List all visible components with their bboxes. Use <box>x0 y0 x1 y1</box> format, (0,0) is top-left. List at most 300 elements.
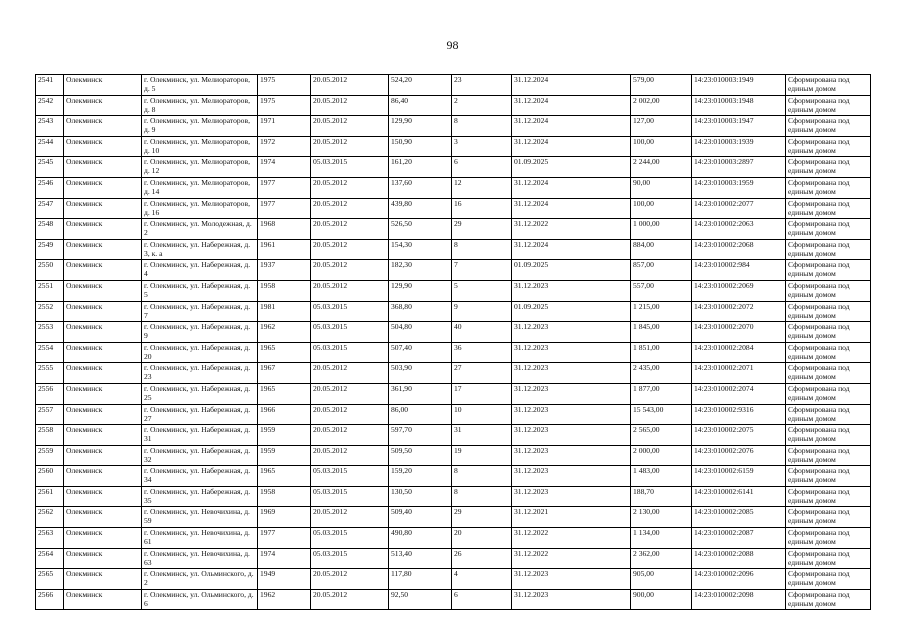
cell-residents: 8 <box>452 116 512 137</box>
cell-residents: 8 <box>452 239 512 260</box>
cell-municipality: Олекминск <box>64 136 142 157</box>
table-row <box>36 404 871 425</box>
cell-deadline: 31.12.2024 <box>512 136 631 157</box>
table-row <box>36 116 871 137</box>
cell-deadline: 31.12.2023 <box>512 342 631 363</box>
cell-status: Сформирована под единым домом <box>786 383 871 404</box>
cell-status: Сформирована под единым домом <box>786 445 871 466</box>
cell-deadline: 31.12.2023 <box>512 363 631 384</box>
cell-year-built: 1961 <box>258 239 311 260</box>
cell-residents: 8 <box>452 486 512 507</box>
table-row <box>36 507 871 528</box>
cell-municipality: Олекминск <box>64 486 142 507</box>
cell-residents: 23 <box>452 75 512 96</box>
cell-municipality: Олекминск <box>64 239 142 260</box>
cell-municipality: Олекминск <box>64 116 142 137</box>
cell-cadastral-number: 14:23:010002:984 <box>692 260 786 281</box>
cell-year-built: 1975 <box>258 95 311 116</box>
cell-cadastral-number: 14:23:010002:2071 <box>692 363 786 384</box>
cell-area: 524,20 <box>389 75 452 96</box>
cell-date: 05.03.2015 <box>311 466 389 487</box>
cell-address: г. Олекминск, ул. Набережная, д. 23 <box>142 363 258 384</box>
cell-date: 05.03.2015 <box>311 157 389 178</box>
cell-cadastral-number: 14:23:010002:2087 <box>692 528 786 549</box>
cell-year-built: 1977 <box>258 198 311 219</box>
cell-status: Сформирована под единым домом <box>786 75 871 96</box>
cell-status: Сформирована под единым домом <box>786 548 871 569</box>
cell-address: г. Олекминск, ул. Ольминского, д. 2 <box>142 569 258 590</box>
cell-status: Сформирована под единым домом <box>786 219 871 240</box>
cell-area: 439,80 <box>389 198 452 219</box>
cell-deadline: 31.12.2024 <box>512 75 631 96</box>
cell-cadastral-number: 14:23:010002:2076 <box>692 445 786 466</box>
cell-number: 2562 <box>36 507 64 528</box>
cell-status: Сформирована под единым домом <box>786 589 871 610</box>
cell-cadastral-number: 14:23:010002:9316 <box>692 404 786 425</box>
cell-area: 137,60 <box>389 177 452 198</box>
cell-status: Сформирована под единым домом <box>786 322 871 343</box>
cell-status: Сформирована под единым домом <box>786 486 871 507</box>
cell-municipality: Олекминск <box>64 75 142 96</box>
cell-status: Сформирована под единым домом <box>786 507 871 528</box>
cell-area: 161,20 <box>389 157 452 178</box>
page-number: 98 <box>446 38 459 52</box>
cell-year-built: 1977 <box>258 177 311 198</box>
cell-residents: 6 <box>452 157 512 178</box>
cell-municipality: Олекминск <box>64 157 142 178</box>
cell-municipality: Олекминск <box>64 280 142 301</box>
cell-cost: 2 244,00 <box>631 157 692 178</box>
table-row <box>36 383 871 404</box>
cell-number: 2563 <box>36 528 64 549</box>
cell-cost: 557,00 <box>631 280 692 301</box>
cell-cost: 905,00 <box>631 569 692 590</box>
cell-number: 2559 <box>36 445 64 466</box>
cell-residents: 17 <box>452 383 512 404</box>
cell-year-built: 1971 <box>258 116 311 137</box>
cell-municipality: Олекминск <box>64 589 142 610</box>
cell-number: 2564 <box>36 548 64 569</box>
cell-number: 2543 <box>36 116 64 137</box>
table-row <box>36 363 871 384</box>
cell-deadline: 31.12.2024 <box>512 177 631 198</box>
cell-address: г. Олекминск, ул. Мелиораторов, д. 9 <box>142 116 258 137</box>
cell-municipality: Олекминск <box>64 219 142 240</box>
cell-number: 2547 <box>36 198 64 219</box>
cell-cadastral-number: 14:23:010003:1959 <box>692 177 786 198</box>
cell-area: 503,90 <box>389 363 452 384</box>
cell-municipality: Олекминск <box>64 445 142 466</box>
table-row <box>36 280 871 301</box>
cell-deadline: 31.12.2023 <box>512 383 631 404</box>
cell-cadastral-number: 14:23:010003:1947 <box>692 116 786 137</box>
cell-cadastral-number: 14:23:010003:1949 <box>692 75 786 96</box>
table-row <box>36 219 871 240</box>
cell-area: 150,90 <box>389 136 452 157</box>
cell-year-built: 1959 <box>258 425 311 446</box>
cell-date: 05.03.2015 <box>311 486 389 507</box>
cell-residents: 27 <box>452 363 512 384</box>
cell-date: 20.05.2012 <box>311 404 389 425</box>
cell-deadline: 01.09.2025 <box>512 301 631 322</box>
cell-municipality: Олекминск <box>64 507 142 528</box>
cell-municipality: Олекминск <box>64 260 142 281</box>
table-row <box>36 589 871 610</box>
cell-cadastral-number: 14:23:010002:2098 <box>692 589 786 610</box>
cell-deadline: 31.12.2024 <box>512 116 631 137</box>
cell-date: 20.05.2012 <box>311 219 389 240</box>
cell-cadastral-number: 14:23:010002:2084 <box>692 342 786 363</box>
cell-deadline: 31.12.2023 <box>512 486 631 507</box>
cell-residents: 40 <box>452 322 512 343</box>
cell-status: Сформирована под единым домом <box>786 569 871 590</box>
cell-cadastral-number: 14:23:010003:1939 <box>692 136 786 157</box>
cell-area: 154,30 <box>389 239 452 260</box>
cell-cadastral-number: 14:23:010002:2070 <box>692 322 786 343</box>
housing-registry-table <box>35 74 871 610</box>
cell-date: 20.05.2012 <box>311 383 389 404</box>
cell-cadastral-number: 14:23:010003:2897 <box>692 157 786 178</box>
cell-number: 2555 <box>36 363 64 384</box>
cell-area: 159,20 <box>389 466 452 487</box>
cell-date: 20.05.2012 <box>311 239 389 260</box>
table-row <box>36 198 871 219</box>
table-row <box>36 569 871 590</box>
cell-date: 20.05.2012 <box>311 95 389 116</box>
cell-residents: 36 <box>452 342 512 363</box>
cell-number: 2545 <box>36 157 64 178</box>
cell-address: г. Олекминск, ул. Набережная, д. 4 <box>142 260 258 281</box>
cell-cost: 90,00 <box>631 177 692 198</box>
cell-deadline: 01.09.2025 <box>512 260 631 281</box>
cell-number: 2542 <box>36 95 64 116</box>
cell-number: 2557 <box>36 404 64 425</box>
cell-municipality: Олекминск <box>64 548 142 569</box>
cell-residents: 2 <box>452 95 512 116</box>
cell-municipality: Олекминск <box>64 177 142 198</box>
cell-area: 513,40 <box>389 548 452 569</box>
cell-number: 2566 <box>36 589 64 610</box>
table-row <box>36 322 871 343</box>
cell-number: 2541 <box>36 75 64 96</box>
cell-residents: 31 <box>452 425 512 446</box>
cell-deadline: 31.12.2023 <box>512 322 631 343</box>
cell-address: г. Олекминск, ул. Набережная, д. 25 <box>142 383 258 404</box>
cell-status: Сформирована под единым домом <box>786 363 871 384</box>
cell-residents: 19 <box>452 445 512 466</box>
table-row <box>36 342 871 363</box>
cell-date: 20.05.2012 <box>311 198 389 219</box>
cell-year-built: 1962 <box>258 322 311 343</box>
cell-year-built: 1977 <box>258 528 311 549</box>
cell-cadastral-number: 14:23:010002:6141 <box>692 486 786 507</box>
cell-residents: 6 <box>452 589 512 610</box>
cell-area: 129,90 <box>389 116 452 137</box>
cell-date: 20.05.2012 <box>311 136 389 157</box>
cell-address: г. Олекминск, ул. Мелиораторов, д. 10 <box>142 136 258 157</box>
table-row <box>36 260 871 281</box>
cell-residents: 7 <box>452 260 512 281</box>
cell-municipality: Олекминск <box>64 198 142 219</box>
cell-status: Сформирована под единым домом <box>786 425 871 446</box>
cell-municipality: Олекминск <box>64 466 142 487</box>
cell-date: 20.05.2012 <box>311 75 389 96</box>
cell-cost: 1 000,00 <box>631 219 692 240</box>
cell-municipality: Олекминск <box>64 363 142 384</box>
cell-number: 2544 <box>36 136 64 157</box>
cell-date: 20.05.2012 <box>311 363 389 384</box>
cell-number: 2548 <box>36 219 64 240</box>
cell-status: Сформирована под единым домом <box>786 95 871 116</box>
cell-number: 2565 <box>36 569 64 590</box>
cell-area: 130,50 <box>389 486 452 507</box>
cell-cost: 2 565,00 <box>631 425 692 446</box>
cell-residents: 29 <box>452 219 512 240</box>
cell-residents: 29 <box>452 507 512 528</box>
cell-cost: 2 000,00 <box>631 445 692 466</box>
cell-cost: 1 215,00 <box>631 301 692 322</box>
cell-number: 2561 <box>36 486 64 507</box>
cell-cadastral-number: 14:23:010002:2088 <box>692 548 786 569</box>
cell-area: 182,30 <box>389 260 452 281</box>
cell-cost: 2 002,00 <box>631 95 692 116</box>
cell-address: г. Олекминск, ул. Набережная, д. 35 <box>142 486 258 507</box>
cell-year-built: 1962 <box>258 589 311 610</box>
cell-year-built: 1967 <box>258 363 311 384</box>
cell-year-built: 1969 <box>258 507 311 528</box>
cell-date: 20.05.2012 <box>311 589 389 610</box>
cell-residents: 16 <box>452 198 512 219</box>
cell-status: Сформирована под единым домом <box>786 301 871 322</box>
cell-year-built: 1958 <box>258 486 311 507</box>
cell-year-built: 1975 <box>258 75 311 96</box>
cell-municipality: Олекминск <box>64 404 142 425</box>
cell-municipality: Олекминск <box>64 95 142 116</box>
cell-year-built: 1965 <box>258 383 311 404</box>
table-row <box>36 466 871 487</box>
cell-residents: 5 <box>452 280 512 301</box>
cell-address: г. Олекминск, ул. Невочихина, д. 63 <box>142 548 258 569</box>
cell-address: г. Олекминск, ул. Набережная, д. 20 <box>142 342 258 363</box>
cell-cost: 1 134,00 <box>631 528 692 549</box>
table-row <box>36 548 871 569</box>
cell-address: г. Олекминск, ул. Мелиораторов, д. 5 <box>142 75 258 96</box>
cell-cost: 1 483,00 <box>631 466 692 487</box>
cell-status: Сформирована под единым домом <box>786 116 871 137</box>
cell-date: 20.05.2012 <box>311 116 389 137</box>
cell-deadline: 31.12.2022 <box>512 548 631 569</box>
table-row <box>36 528 871 549</box>
cell-year-built: 1965 <box>258 342 311 363</box>
table-row <box>36 301 871 322</box>
cell-number: 2556 <box>36 383 64 404</box>
cell-date: 05.03.2015 <box>311 528 389 549</box>
cell-municipality: Олекминск <box>64 425 142 446</box>
cell-deadline: 31.12.2023 <box>512 425 631 446</box>
cell-number: 2558 <box>36 425 64 446</box>
table-row <box>36 445 871 466</box>
table-row <box>36 425 871 446</box>
cell-area: 490,80 <box>389 528 452 549</box>
cell-year-built: 1972 <box>258 136 311 157</box>
cell-address: г. Олекминск, ул. Набережная, д. 31 <box>142 425 258 446</box>
cell-cadastral-number: 14:23:010002:2063 <box>692 219 786 240</box>
cell-status: Сформирована под единым домом <box>786 280 871 301</box>
cell-address: г. Олекминск, ул. Мелиораторов, д. 12 <box>142 157 258 178</box>
cell-area: 597,70 <box>389 425 452 446</box>
cell-status: Сформирована под единым домом <box>786 342 871 363</box>
cell-year-built: 1958 <box>258 280 311 301</box>
cell-municipality: Олекминск <box>64 322 142 343</box>
cell-cadastral-number: 14:23:010002:2075 <box>692 425 786 446</box>
cell-number: 2553 <box>36 322 64 343</box>
cell-year-built: 1981 <box>258 301 311 322</box>
cell-address: г. Олекминск, ул. Мелиораторов, д. 14 <box>142 177 258 198</box>
cell-address: г. Олекминск, ул. Набережная, д. 7 <box>142 301 258 322</box>
cell-area: 92,50 <box>389 589 452 610</box>
cell-area: 129,90 <box>389 280 452 301</box>
cell-residents: 12 <box>452 177 512 198</box>
cell-area: 526,50 <box>389 219 452 240</box>
cell-address: г. Олекминск, ул. Набережная, д. 5 <box>142 280 258 301</box>
cell-cost: 127,00 <box>631 116 692 137</box>
cell-status: Сформирована под единым домом <box>786 466 871 487</box>
cell-deadline: 31.12.2023 <box>512 404 631 425</box>
cell-deadline: 31.12.2023 <box>512 280 631 301</box>
cell-year-built: 1965 <box>258 466 311 487</box>
cell-address: г. Олекминск, ул. Набережная, д. 3, к. а <box>142 239 258 260</box>
cell-area: 361,90 <box>389 383 452 404</box>
cell-deadline: 31.12.2024 <box>512 239 631 260</box>
cell-residents: 9 <box>452 301 512 322</box>
cell-cost: 2 362,00 <box>631 548 692 569</box>
cell-municipality: Олекминск <box>64 383 142 404</box>
cell-municipality: Олекминск <box>64 301 142 322</box>
cell-date: 20.05.2012 <box>311 445 389 466</box>
cell-year-built: 1974 <box>258 548 311 569</box>
cell-area: 509,40 <box>389 507 452 528</box>
cell-cadastral-number: 14:23:010002:2077 <box>692 198 786 219</box>
cell-year-built: 1949 <box>258 569 311 590</box>
cell-number: 2550 <box>36 260 64 281</box>
cell-date: 05.03.2015 <box>311 342 389 363</box>
table-row <box>36 95 871 116</box>
cell-date: 20.05.2012 <box>311 280 389 301</box>
cell-cost: 100,00 <box>631 198 692 219</box>
table-body <box>36 75 871 610</box>
cell-cost: 188,70 <box>631 486 692 507</box>
cell-year-built: 1974 <box>258 157 311 178</box>
cell-residents: 4 <box>452 569 512 590</box>
cell-area: 509,50 <box>389 445 452 466</box>
table-row <box>36 239 871 260</box>
cell-cost: 857,00 <box>631 260 692 281</box>
cell-deadline: 31.12.2022 <box>512 219 631 240</box>
cell-cost: 15 543,00 <box>631 404 692 425</box>
cell-number: 2560 <box>36 466 64 487</box>
cell-year-built: 1959 <box>258 445 311 466</box>
cell-cadastral-number: 14:23:010003:1948 <box>692 95 786 116</box>
cell-cost: 1 851,00 <box>631 342 692 363</box>
cell-year-built: 1937 <box>258 260 311 281</box>
cell-area: 86,00 <box>389 404 452 425</box>
cell-status: Сформирована под единым домом <box>786 136 871 157</box>
cell-status: Сформирована под единым домом <box>786 528 871 549</box>
cell-year-built: 1968 <box>258 219 311 240</box>
cell-cost: 900,00 <box>631 589 692 610</box>
cell-status: Сформирована под единым домом <box>786 239 871 260</box>
cell-date: 20.05.2012 <box>311 425 389 446</box>
table-row <box>36 177 871 198</box>
cell-date: 20.05.2012 <box>311 260 389 281</box>
cell-deadline: 31.12.2022 <box>512 528 631 549</box>
cell-deadline: 31.12.2023 <box>512 589 631 610</box>
cell-cost: 1 877,00 <box>631 383 692 404</box>
cell-number: 2546 <box>36 177 64 198</box>
cell-address: г. Олекминск, ул. Набережная, д. 9 <box>142 322 258 343</box>
cell-date: 05.03.2015 <box>311 301 389 322</box>
cell-cadastral-number: 14:23:010002:6159 <box>692 466 786 487</box>
cell-deadline: 31.12.2023 <box>512 466 631 487</box>
cell-deadline: 31.12.2024 <box>512 198 631 219</box>
cell-address: г. Олекминск, ул. Мелиораторов, д. 16 <box>142 198 258 219</box>
cell-deadline: 01.09.2025 <box>512 157 631 178</box>
cell-area: 86,40 <box>389 95 452 116</box>
cell-status: Сформирована под единым домом <box>786 157 871 178</box>
cell-municipality: Олекминск <box>64 342 142 363</box>
cell-cost: 2 130,00 <box>631 507 692 528</box>
cell-area: 507,40 <box>389 342 452 363</box>
cell-cadastral-number: 14:23:010002:2068 <box>692 239 786 260</box>
cell-status: Сформирована под единым домом <box>786 404 871 425</box>
cell-municipality: Олекминск <box>64 569 142 590</box>
cell-address: г. Олекминск, ул. Невочихина, д. 59 <box>142 507 258 528</box>
cell-cost: 2 435,00 <box>631 363 692 384</box>
cell-cost: 1 845,00 <box>631 322 692 343</box>
table-row <box>36 486 871 507</box>
table-row <box>36 136 871 157</box>
cell-date: 20.05.2012 <box>311 507 389 528</box>
cell-number: 2552 <box>36 301 64 322</box>
cell-date: 05.03.2015 <box>311 322 389 343</box>
cell-date: 05.03.2015 <box>311 548 389 569</box>
cell-number: 2551 <box>36 280 64 301</box>
cell-status: Сформирована под единым домом <box>786 198 871 219</box>
cell-deadline: 31.12.2021 <box>512 507 631 528</box>
cell-date: 20.05.2012 <box>311 177 389 198</box>
cell-residents: 10 <box>452 404 512 425</box>
cell-cost: 884,00 <box>631 239 692 260</box>
cell-cadastral-number: 14:23:010002:2069 <box>692 280 786 301</box>
cell-deadline: 31.12.2023 <box>512 569 631 590</box>
cell-area: 117,80 <box>389 569 452 590</box>
cell-year-built: 1966 <box>258 404 311 425</box>
cell-address: г. Олекминск, ул. Набережная, д. 34 <box>142 466 258 487</box>
cell-area: 504,80 <box>389 322 452 343</box>
cell-number: 2549 <box>36 239 64 260</box>
cell-address: г. Олекминск, ул. Ольминского, д. 6 <box>142 589 258 610</box>
cell-cadastral-number: 14:23:010002:2096 <box>692 569 786 590</box>
cell-residents: 8 <box>452 466 512 487</box>
cell-cadastral-number: 14:23:010002:2072 <box>692 301 786 322</box>
cell-cadastral-number: 14:23:010002:2085 <box>692 507 786 528</box>
cell-deadline: 31.12.2023 <box>512 445 631 466</box>
cell-residents: 3 <box>452 136 512 157</box>
cell-cost: 579,00 <box>631 75 692 96</box>
cell-municipality: Олекминск <box>64 528 142 549</box>
cell-status: Сформирована под единым домом <box>786 177 871 198</box>
cell-cost: 100,00 <box>631 136 692 157</box>
